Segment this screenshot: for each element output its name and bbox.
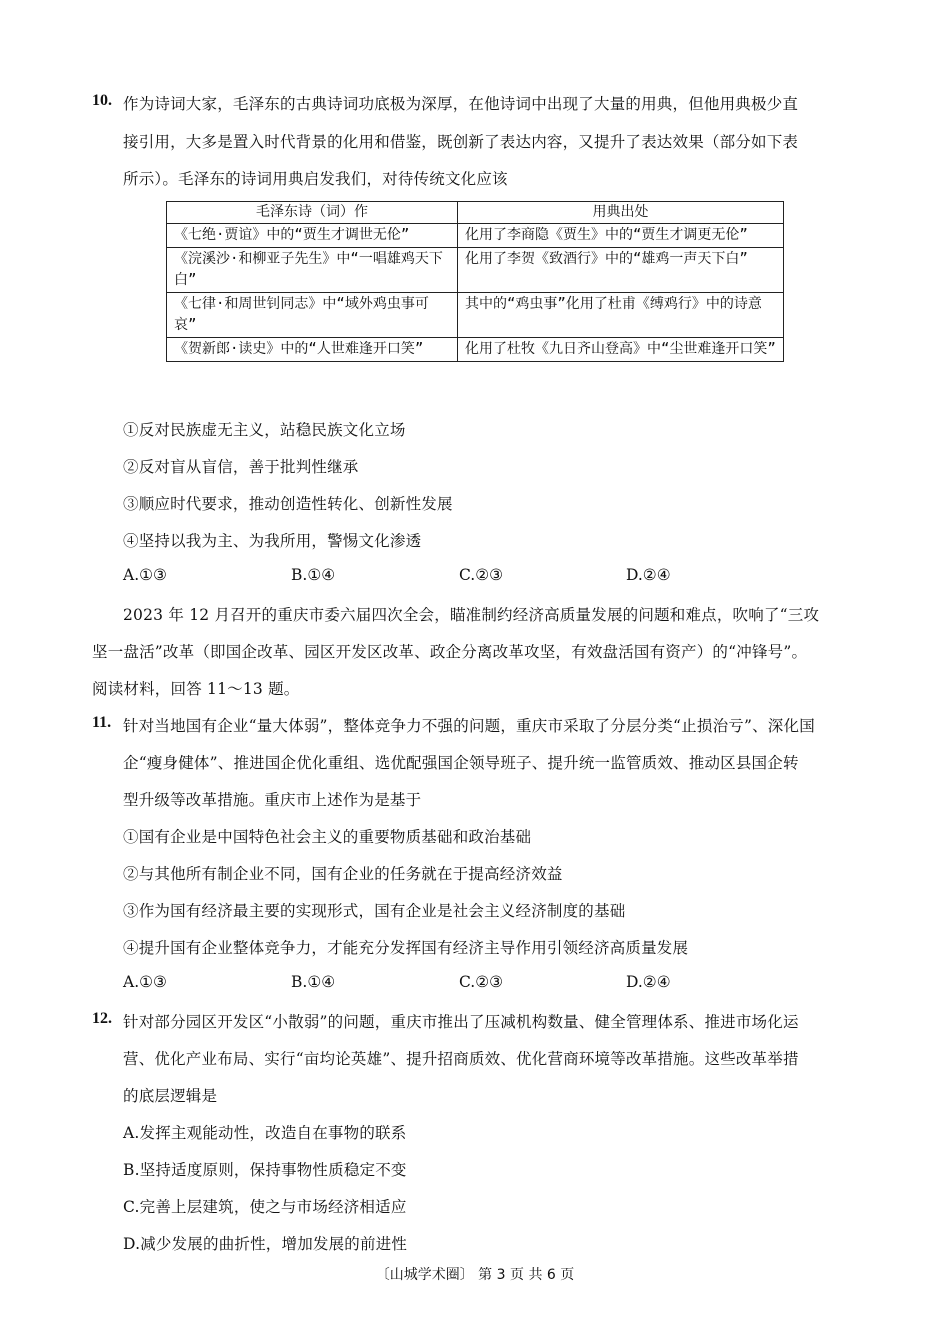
question-11-statement-2: ②与其他所有制企业不同，国有企业的任务就在于提高经济效益 [123, 865, 563, 883]
question-10-text-line-2: 接引用，大多是置入时代背景的化用和借鉴，既创新了表达内容，又提升了表达效果（部分如下表 [123, 133, 799, 151]
question-10-statement-4: ④坚持以我为主、为我所用，警惕文化渗透 [123, 532, 422, 550]
option-a: A.①③ [123, 566, 167, 584]
table-row [167, 248, 784, 293]
question-10-statement-1: ①反对民族虚无主义，站稳民族文化立场 [123, 421, 406, 439]
table-header-source: 用典出处 [458, 202, 784, 224]
table-cell-source: 化用了李贺《致酒行》中的“雄鸡一声天下白” [458, 248, 784, 293]
table-header-work: 毛泽东诗（词）作 [167, 202, 458, 224]
option-b: B.①④ [291, 973, 336, 991]
table-header-row [167, 202, 784, 224]
question-12-number: 12. [92, 1010, 112, 1027]
table-cell-source: 化用了李商隐《贾生》中的“贾生才调更无伦” [458, 224, 784, 248]
intro-text-line-2: 坚一盘活”改革（即国企改革、园区开发区改革、政企分离改革攻坚，有效盘活国有资产）的“冲锋号”。 [92, 643, 808, 661]
question-10-statement-3: ③顺应时代要求，推动创造性转化、创新性发展 [123, 495, 453, 513]
question-10-statement-2: ②反对盲从盲信，善于批判性继承 [123, 458, 359, 476]
question-12-text-line-2: 营、优化产业布局、实行“亩均论英雄”、提升招商质效、优化营商环境等改革措施。这些改革举措 [123, 1050, 799, 1068]
option-d: D.②④ [626, 973, 671, 991]
option-c: C.②③ [459, 973, 504, 991]
question-12-option-d: D.减少发展的曲折性，增加发展的前进性 [123, 1235, 408, 1253]
intro-text-line-3: 阅读材料，回答 11～13 题。 [92, 680, 300, 698]
question-11-text-line-1: 针对当地国有企业“量大体弱”，整体竞争力不强的问题，重庆市采取了分层分类“止损治亏”、深化国 [123, 717, 815, 735]
option-c: C.②③ [459, 566, 504, 584]
question-12-text-line-1: 针对部分园区开发区“小散弱”的问题，重庆市推出了压减机构数量、健全管理体系、推进市场化运 [123, 1013, 799, 1031]
question-11-text-line-3: 型升级等改革措施。重庆市上述作为是基于 [123, 791, 422, 809]
intro-text-line-1: 2023 年 12 月召开的重庆市委六届四次全会，瞄准制约经济高质量发展的问题和难点，吹响了“三攻 [123, 606, 820, 624]
table-cell-source: 其中的“鸡虫事”化用了杜甫《缚鸡行》中的诗意 [458, 293, 784, 338]
table-cell-work: 《浣溪沙·和柳亚子先生》中“一唱雄鸡天下白” [167, 248, 458, 293]
allusion-table [166, 201, 784, 362]
table-row [167, 338, 784, 362]
question-11-number: 11. [92, 714, 112, 731]
table-row [167, 224, 784, 248]
page-footer: 〔山城学术圈〕 第 3 页 共 6 页 [375, 1267, 575, 1283]
question-10-text-line-1: 作为诗词大家，毛泽东的古典诗词功底极为深厚，在他诗词中出现了大量的用典，但他用典极少直 [123, 95, 799, 113]
option-d: D.②④ [626, 566, 671, 584]
table-cell-work: 《贺新郎·读史》中的“人世难逢开口笑” [167, 338, 458, 362]
question-12-option-b: B.坚持适度原则，保持事物性质稳定不变 [123, 1161, 407, 1179]
table-cell-work: 《七绝·贾谊》中的“贾生才调世无伦” [167, 224, 458, 248]
question-12-option-a: A.发挥主观能动性，改造自在事物的联系 [123, 1124, 407, 1142]
question-12-option-c: C.完善上层建筑，使之与市场经济相适应 [123, 1198, 407, 1216]
option-a: A.①③ [123, 973, 167, 991]
table-row [167, 293, 784, 338]
question-12-text-line-3: 的底层逻辑是 [123, 1087, 218, 1105]
question-10-text-line-3: 所示）。毛泽东的诗词用典启发我们，对待传统文化应该 [123, 170, 508, 188]
option-b: B.①④ [291, 566, 336, 584]
question-11-statement-4: ④提升国有企业整体竞争力，才能充分发挥国有经济主导作用引领经济高质量发展 [123, 939, 689, 957]
table-cell-source: 化用了杜牧《九日齐山登高》中“尘世难逢开口笑” [458, 338, 784, 362]
table-cell-work: 《七律·和周世钊同志》中“域外鸡虫事可哀” [167, 293, 458, 338]
question-10-number: 10. [92, 92, 112, 109]
question-11-statement-3: ③作为国有经济最主要的实现形式，国有企业是社会主义经济制度的基础 [123, 902, 626, 920]
question-11-statement-1: ①国有企业是中国特色社会主义的重要物质基础和政治基础 [123, 828, 532, 846]
question-11-text-line-2: 企“瘦身健体”、推进国企优化重组、选优配强国企领导班子、提升统一监管质效、推动区县国企转 [123, 754, 799, 772]
